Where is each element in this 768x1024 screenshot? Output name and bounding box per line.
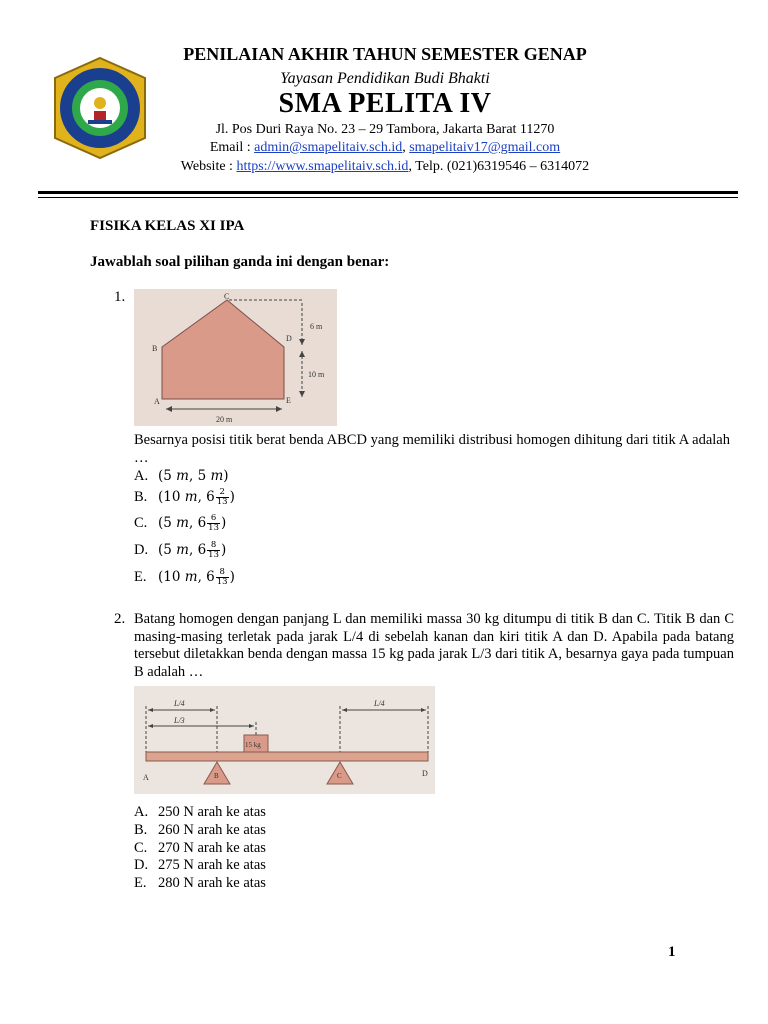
website-line xyxy=(120,159,650,175)
fig2-mass-label: 15 kg xyxy=(245,741,261,749)
option-label: C. xyxy=(134,515,148,531)
fig1-dim-top: 6 m xyxy=(310,322,323,331)
school-address: Jl. Pos Duri Raya No. 23 – 29 Tambora, Jakarta Barat 11270 xyxy=(215,122,555,137)
option-text: 270 N arah ke atas xyxy=(158,840,266,856)
fig2-dim-left-top: L/4 xyxy=(174,699,185,708)
question-1-text: Besarnya posisi titik berat benda ABCD yang memiliki distribusi homogen dihitung dari titik A adalah … xyxy=(134,432,730,466)
question-2-number: 2. xyxy=(114,611,126,627)
header-divider-thin xyxy=(38,197,738,198)
foundation-name: Yayasan Pendidikan Budi Bhakti xyxy=(280,70,490,87)
fraction: $\frac{2}{13}$ xyxy=(216,487,228,507)
question-2-option-c[interactable] xyxy=(134,840,266,857)
question-1-option-c[interactable] xyxy=(134,514,226,533)
email-link-admin[interactable]: admin@smapelitaiv.sch.id xyxy=(254,140,403,155)
option-label: E. xyxy=(134,875,147,891)
question-1-option-d[interactable] xyxy=(134,541,226,560)
option-label: A. xyxy=(134,468,149,484)
question-2-option-d[interactable] xyxy=(134,857,266,874)
fig2-label-a: A xyxy=(143,773,149,782)
option-text: 275 N arah ke atas xyxy=(158,857,266,873)
option-text: 250 N arah ke atas xyxy=(158,804,266,820)
question-2-option-e[interactable] xyxy=(134,875,266,892)
email-separator: , xyxy=(402,140,410,155)
school-name: SMA PELITA IV xyxy=(278,88,492,119)
email-prefix: Email : xyxy=(209,140,255,155)
option-label: D. xyxy=(134,542,149,558)
question-1-option-e[interactable] xyxy=(134,568,235,587)
fig2-label-d: D xyxy=(422,769,428,778)
instruction-text: Jawablah soal pilihan ganda ini dengan benar: xyxy=(90,254,390,270)
option-label: B. xyxy=(134,822,148,838)
website-prefix: Website : xyxy=(180,159,237,174)
question-2-option-b[interactable] xyxy=(134,822,266,839)
fig2-label-b: B xyxy=(214,772,219,780)
option-text: 260 N arah ke atas xyxy=(158,822,266,838)
website-link[interactable]: https://www.smapelitaiv.sch.id xyxy=(236,159,409,174)
email-line xyxy=(120,140,650,156)
option-math: (5 m, 6 $\frac{8}{13}$ ) xyxy=(158,540,227,560)
question-1-figure xyxy=(134,289,337,426)
fig1-label-b: B xyxy=(152,344,158,353)
option-label: C. xyxy=(134,840,148,856)
option-math: (10 m, 6 $\frac{2}{13}$ ) xyxy=(158,487,235,507)
option-label: E. xyxy=(134,569,147,585)
fraction: $\frac{8}{13}$ xyxy=(216,567,228,587)
option-label: B. xyxy=(134,489,148,505)
option-label: A. xyxy=(134,804,149,820)
question-1-option-b[interactable] xyxy=(134,488,235,507)
fig1-label-d: D xyxy=(286,334,292,343)
header-divider-thick xyxy=(38,191,738,194)
subject-heading: FISIKA KELAS XI IPA xyxy=(90,218,245,234)
fig1-label-e: E xyxy=(286,396,291,405)
question-1-number: 1. xyxy=(114,289,126,305)
question-1-option-a[interactable] xyxy=(134,468,229,485)
exam-title: PENILAIAN AKHIR TAHUN SEMESTER GENAP xyxy=(183,44,587,64)
fraction: $\frac{8}{13}$ xyxy=(208,540,219,560)
phone-text: , Telp. (021)6319546 – 6314072 xyxy=(408,159,590,174)
question-2-figure xyxy=(134,686,435,794)
email-link-gmail[interactable]: smapelitaiv17@gmail.com xyxy=(409,140,561,155)
option-math: (5 m, 6 $\frac{6}{13}$ ) xyxy=(158,513,227,533)
option-math: (10 m, 6 $\frac{8}{13}$ ) xyxy=(158,567,235,587)
fig1-dim-bottom: 20 m xyxy=(216,415,233,424)
question-2-text: Batang homogen dengan panjang L dan memiliki massa 30 kg ditumpu di titik B dan C. Titik B dan C masing-masing terletak pada jarak L/4 di sebelah kanan dan kiri titik A dan D. Apabila pada batang tersebut diletakkan benda dengan massa 15 kg pada jarak L/3 dari titik A, besarnya gaya pada tumpuan B adalah … xyxy=(134,611,734,680)
fig2-dim-left-bottom: L/3 xyxy=(174,716,185,725)
fig2-label-c: C xyxy=(337,772,342,780)
fig2-dim-right: L/4 xyxy=(374,699,385,708)
option-label: D. xyxy=(134,857,149,873)
fig1-label-a: A xyxy=(154,397,160,406)
page-number: 1 xyxy=(668,944,676,960)
fraction: $\frac{6}{13}$ xyxy=(208,513,219,533)
fig1-dim-right: 10 m xyxy=(308,370,325,379)
fig1-label-c: C xyxy=(224,292,230,301)
question-2-option-a[interactable] xyxy=(134,804,266,821)
option-math: (5 m, 5 m) xyxy=(158,468,229,484)
option-text: 280 N arah ke atas xyxy=(158,875,266,891)
